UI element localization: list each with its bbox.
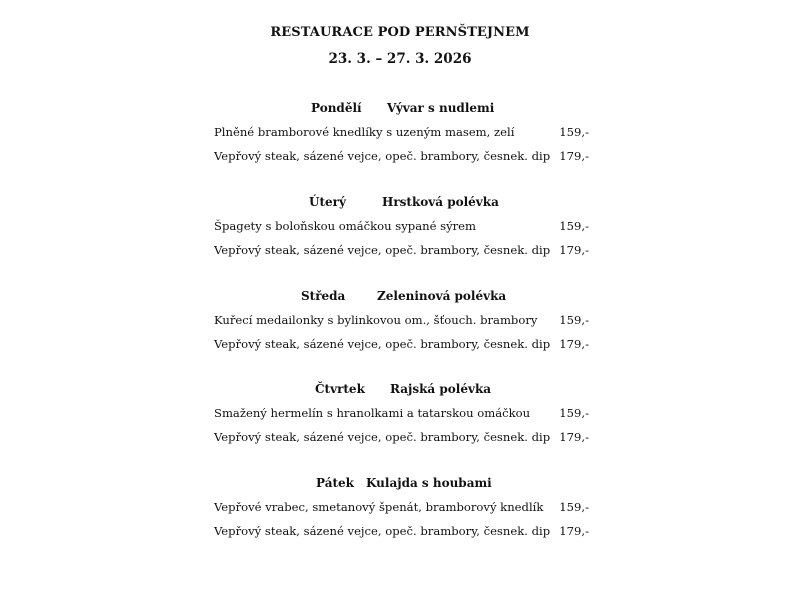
item-name: Špagety s boloňskou omáčkou sypané sýrem (214, 219, 477, 233)
day-name: Čtvrtek (315, 382, 365, 396)
item-price: 179,- (559, 149, 589, 163)
item-name: Smažený hermelín s hranolkami a tatarskou omáčkou (214, 406, 531, 420)
item-price: 159,- (559, 406, 589, 420)
item-name: Vepřový steak, sázené vejce, opeč. brambory, česnek. dip (214, 149, 551, 163)
menu-item (214, 430, 589, 448)
item-name: Plněné bramborové knedlíky s uzeným masem, zelí (214, 125, 515, 139)
item-price: 159,- (559, 313, 589, 327)
day-name: Úterý (309, 195, 346, 209)
item-price: 159,- (559, 125, 589, 139)
menu-item (214, 406, 589, 424)
menu-item (214, 125, 589, 143)
soup-name: Zeleninová polévka (377, 289, 507, 303)
item-name: Vepřový steak, sázené vejce, opeč. brambory, česnek. dip (214, 337, 551, 351)
menu-item (214, 524, 589, 542)
menu-item (214, 149, 589, 167)
item-name: Vepřový steak, sázené vejce, opeč. brambory, česnek. dip (214, 430, 551, 444)
item-name: Kuřecí medailonky s bylinkovou om., šťouch. brambory (214, 313, 538, 327)
item-name: Vepřové vrabec, smetanový špenát, bramborový knedlík (214, 500, 544, 514)
menu-item (214, 219, 589, 237)
menu-item (214, 243, 589, 261)
soup-name: Hrstková polévka (382, 195, 499, 209)
item-price: 179,- (559, 524, 589, 538)
restaurant-title: RESTAURACE POD PERNŠTEJNEM (270, 25, 530, 40)
item-name: Vepřový steak, sázené vejce, opeč. brambory, česnek. dip (214, 243, 551, 257)
menu-item (214, 500, 589, 518)
item-price: 159,- (559, 219, 589, 233)
soup-name: Vývar s nudlemi (387, 101, 495, 115)
day-name: Pondělí (311, 101, 362, 115)
menu-item (214, 337, 589, 355)
soup-name: Kulajda s houbami (366, 476, 492, 490)
menu-item (214, 313, 589, 331)
item-price: 159,- (559, 500, 589, 514)
item-price: 179,- (559, 337, 589, 351)
item-price: 179,- (559, 243, 589, 257)
day-name: Středa (301, 289, 346, 303)
item-price: 179,- (559, 430, 589, 444)
date-range: 23. 3. – 27. 3. 2026 (328, 51, 472, 67)
soup-name: Rajská polévka (390, 382, 492, 396)
item-name: Vepřový steak, sázené vejce, opeč. brambory, česnek. dip (214, 524, 551, 538)
day-name: Pátek (316, 476, 354, 490)
